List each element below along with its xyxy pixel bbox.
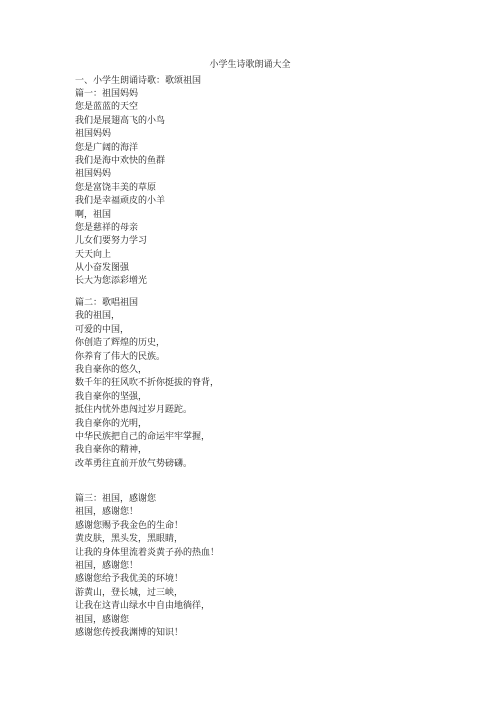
poem-line: 祖国，感谢您！ <box>75 507 139 518</box>
poem-section-3 <box>75 493 219 640</box>
section-heading: 篇一：祖国妈妈 <box>75 89 139 99</box>
poem-line: 改革勇往直前开放气势磅礴。 <box>75 458 193 469</box>
poem-line: 我们是海中欢快的鱼群 <box>75 155 166 166</box>
poem-line: 长大为您添彩增光 <box>75 276 148 287</box>
poem-line: 我自豪你的坚强， <box>75 391 148 402</box>
poem-line: 可爱的中国， <box>75 324 130 335</box>
poem-line: 让我的身体里流着炎黄子孙的热血！ <box>75 547 220 558</box>
poem-line: 祖国，感谢您 <box>75 614 130 625</box>
poem-line: 你创造了辉煌的历史， <box>75 338 166 349</box>
poem-line: 我自豪你的光明， <box>75 418 148 429</box>
poem-line: 抵住内忧外患闯过岁月蹉跎。 <box>75 405 193 416</box>
poem-section-2 <box>75 297 219 471</box>
poem-line: 我自豪你的精神， <box>75 445 148 456</box>
document-title: 小学生诗歌朗诵大全 <box>209 60 291 70</box>
poem-line: 让我在这青山绿水中自由地徜徉， <box>75 601 211 612</box>
section-heading: 篇二：歌唱祖国 <box>75 298 139 308</box>
section-heading: 篇三：祖国，感谢您 <box>75 494 157 504</box>
poem-line: 您是慈祥的母亲 <box>75 222 139 233</box>
poem-line: 儿女们要努力学习 <box>75 236 148 247</box>
poem-line: 我的祖国， <box>75 311 121 322</box>
poem-line: 祖国，感谢您！ <box>75 560 139 571</box>
poem-line: 您是蓝蓝的天空 <box>75 102 139 113</box>
poem-line: 我自豪你的悠久， <box>75 364 148 375</box>
poem-line: 感谢您给予我优美的环境！ <box>75 574 184 585</box>
poem-line: 数千年的狂风吹不折你挺拔的脊背， <box>75 378 220 389</box>
poem-line: 游黄山，登长城，过三峡， <box>75 587 184 598</box>
poem-line: 我们是展翅高飞的小鸟 <box>75 115 166 126</box>
poem-line: 黄皮肤，黑头发，黑眼睛， <box>75 534 184 545</box>
poem-line: 祖国妈妈 <box>75 169 112 180</box>
poem-line: 你养育了伟大的民族。 <box>75 351 166 362</box>
poem-line: 我们是幸福顽皮的小羊 <box>75 196 166 207</box>
poem-line: 从小奋发图强 <box>75 263 130 274</box>
poem-line: 天天向上 <box>75 249 112 260</box>
poem-line: 啊，祖国 <box>75 209 112 220</box>
poem-section-1 <box>75 88 165 289</box>
poem-line: 祖国妈妈 <box>75 129 112 140</box>
poem-line: 感谢您赐予我金色的生命！ <box>75 520 184 531</box>
poem-line: 您是广阔的海洋 <box>75 142 139 153</box>
main-heading: 一、小学生朗诵诗歌：歌颂祖国 <box>75 76 202 86</box>
poem-line: 感谢您传授我渊博的知识！ <box>75 627 184 638</box>
poem-line: 中华民族把自己的命运牢牢掌握， <box>75 431 211 442</box>
poem-line: 您是富饶丰美的草原 <box>75 182 157 193</box>
